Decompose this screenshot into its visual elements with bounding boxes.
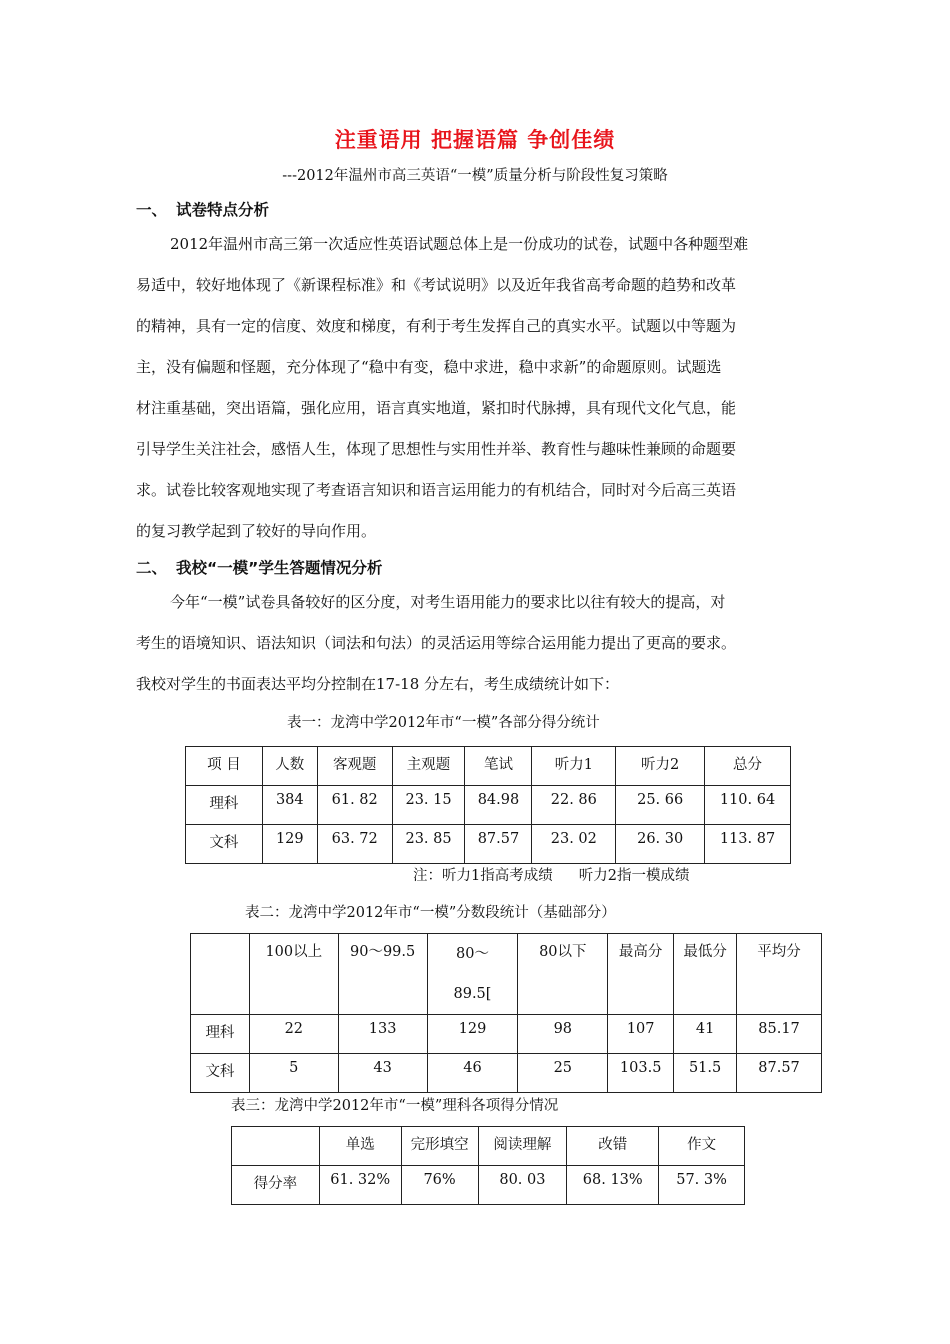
table1-header-cell: 客观题 bbox=[317, 747, 392, 786]
table2-caption: 表二：龙湾中学2012年市“一模”分数段统计（基础部分） bbox=[245, 905, 616, 921]
table-row bbox=[232, 1166, 745, 1205]
table2-cell: 85.17 bbox=[737, 1015, 822, 1054]
table3-header-row bbox=[232, 1127, 745, 1166]
table-row bbox=[186, 825, 791, 864]
table2-header-cell bbox=[427, 934, 518, 1015]
table1-header-cell: 主观题 bbox=[392, 747, 465, 786]
table1-cell: 25. 66 bbox=[616, 786, 705, 825]
table1-cell: 384 bbox=[262, 786, 317, 825]
paragraph-line: 今年“一模”试卷具备较好的区分度，对考生语用能力的要求比以往有较大的提高，对 bbox=[170, 593, 726, 611]
section1-number: 一、 bbox=[136, 201, 168, 219]
table1-cell: 23. 02 bbox=[532, 825, 616, 864]
document-subtitle: ---2012年温州市高三英语“一模”质量分析与阶段性复习策略 bbox=[282, 168, 668, 184]
table2-cell: 25 bbox=[518, 1054, 608, 1093]
section2-heading bbox=[136, 556, 382, 578]
table2-cell: 103.5 bbox=[608, 1054, 674, 1093]
table2-header-cell: 最高分 bbox=[608, 934, 674, 1015]
paragraph-line: 易适中，较好地体现了《新课程标准》和《考试说明》以及近年我省高考命题的趋势和改革 bbox=[136, 276, 737, 294]
table1-cell: 87.57 bbox=[465, 825, 532, 864]
paragraph-line: 引导学生关注社会，感悟人生，体现了思想性与实用性并举、教育性与趣味性兼顾的命题要 bbox=[136, 440, 737, 458]
table3-header-cell: 作文 bbox=[659, 1127, 745, 1166]
table1-cell: 理科 bbox=[186, 786, 263, 825]
table2-cell: 46 bbox=[427, 1054, 518, 1093]
section2-paragraph bbox=[136, 582, 816, 705]
table1-header-cell: 听力1 bbox=[532, 747, 616, 786]
section1-paragraph bbox=[136, 224, 816, 552]
table1 bbox=[185, 746, 791, 864]
table3-cell: 80. 03 bbox=[478, 1166, 567, 1205]
table1-cell: 文科 bbox=[186, 825, 263, 864]
table3-cell: 68. 13% bbox=[567, 1166, 659, 1205]
table-row bbox=[186, 786, 791, 825]
table1-cell: 23. 85 bbox=[392, 825, 465, 864]
table-row bbox=[191, 1015, 822, 1054]
table3-header-cell bbox=[232, 1127, 320, 1166]
table2-cell: 43 bbox=[338, 1054, 427, 1093]
table1-cell: 23. 15 bbox=[392, 786, 465, 825]
paragraph-line: 求。试卷比较客观地实现了考查语言知识和语言运用能力的有机结合，同时对今后高三英语 bbox=[136, 481, 737, 499]
table1-cell: 22. 86 bbox=[532, 786, 616, 825]
table2-header-cell bbox=[191, 934, 250, 1015]
paragraph-line: 2012年温州市高三第一次适应性英语试题总体上是一份成功的试卷，试题中各种题型难 bbox=[170, 235, 749, 253]
table1-note-2: 听力2指一模成绩 bbox=[578, 868, 690, 884]
section2-number: 二、 bbox=[136, 559, 168, 577]
table1-cell: 84.98 bbox=[465, 786, 532, 825]
table3-header-cell: 阅读理解 bbox=[478, 1127, 567, 1166]
table3-header-cell: 改错 bbox=[567, 1127, 659, 1166]
paragraph-line: 考生的语境知识、语法知识（词法和句法）的灵活运用等综合运用能力提出了更高的要求。 bbox=[136, 634, 737, 652]
table2-header-cell: 最低分 bbox=[674, 934, 737, 1015]
table2-cell: 87.57 bbox=[737, 1054, 822, 1093]
table1-note bbox=[413, 864, 689, 885]
table1-header-cell: 总分 bbox=[705, 747, 791, 786]
table1-header-cell: 笔试 bbox=[465, 747, 532, 786]
table1-note-1: 注：听力1指高考成绩 bbox=[413, 868, 553, 884]
table3-caption: 表三：龙湾中学2012年市“一模”理科各项得分情况 bbox=[231, 1098, 559, 1114]
table1-cell: 113. 87 bbox=[705, 825, 791, 864]
table2-header-80-line2: 89.5[ bbox=[453, 986, 492, 1002]
table1-caption: 表一：龙湾中学2012年市“一模”各部分得分统计 bbox=[287, 715, 600, 731]
paragraph-line: 主，没有偏题和怪题，充分体现了“稳中有变，稳中求进，稳中求新”的命题原则。试题选 bbox=[136, 358, 722, 376]
paragraph-line: 我校对学生的书面表达平均分控制在17-18 分左右，考生成绩统计如下： bbox=[136, 675, 620, 693]
table3-header-cell: 单选 bbox=[319, 1127, 401, 1166]
table2-cell: 文科 bbox=[191, 1054, 250, 1093]
table1-header-cell: 人数 bbox=[262, 747, 317, 786]
table3-cell: 57. 3% bbox=[659, 1166, 745, 1205]
table2-cell: 107 bbox=[608, 1015, 674, 1054]
table1-cell: 63. 72 bbox=[317, 825, 392, 864]
table2-cell: 133 bbox=[338, 1015, 427, 1054]
table2-header-row bbox=[191, 934, 822, 1015]
table3-cell: 61. 32% bbox=[319, 1166, 401, 1205]
table3-header-cell: 完形填空 bbox=[401, 1127, 478, 1166]
table2-header-cell: 100以上 bbox=[249, 934, 338, 1015]
table1-cell: 129 bbox=[262, 825, 317, 864]
table1-header-cell: 听力2 bbox=[616, 747, 705, 786]
table2-header-cell: 平均分 bbox=[737, 934, 822, 1015]
table2-cell: 5 bbox=[249, 1054, 338, 1093]
section1-title: 试卷特点分析 bbox=[176, 201, 270, 219]
paragraph-line: 的复习教学起到了较好的导向作用。 bbox=[136, 522, 377, 540]
table2-cell: 129 bbox=[427, 1015, 518, 1054]
section1-heading bbox=[136, 198, 269, 220]
table3-cell: 得分率 bbox=[232, 1166, 320, 1205]
table1-header-row bbox=[186, 747, 791, 786]
table2 bbox=[190, 933, 822, 1093]
paragraph-line: 材注重基础，突出语篇，强化应用，语言真实地道，紧扣时代脉搏，具有现代文化气息，能 bbox=[136, 399, 737, 417]
table1-header-cell: 项 目 bbox=[186, 747, 263, 786]
table2-cell: 51.5 bbox=[674, 1054, 737, 1093]
table2-cell: 理科 bbox=[191, 1015, 250, 1054]
table-row bbox=[191, 1054, 822, 1093]
table2-cell: 22 bbox=[249, 1015, 338, 1054]
document-title: 注重语用 把握语篇 争创佳绩 bbox=[334, 128, 616, 152]
table2-cell: 41 bbox=[674, 1015, 737, 1054]
table1-cell: 61. 82 bbox=[317, 786, 392, 825]
paragraph-line: 的精神，具有一定的信度、效度和梯度，有利于考生发挥自己的真实水平。试题以中等题为 bbox=[136, 317, 737, 335]
section2-title: 我校“一模”学生答题情况分析 bbox=[176, 559, 383, 577]
table2-header-80-line1: 80～ bbox=[456, 946, 489, 962]
table2-cell: 98 bbox=[518, 1015, 608, 1054]
table3 bbox=[231, 1126, 745, 1205]
table2-header-cell: 90～99.5 bbox=[338, 934, 427, 1015]
table3-cell: 76% bbox=[401, 1166, 478, 1205]
table2-header-cell: 80以下 bbox=[518, 934, 608, 1015]
table1-cell: 26. 30 bbox=[616, 825, 705, 864]
table1-cell: 110. 64 bbox=[705, 786, 791, 825]
